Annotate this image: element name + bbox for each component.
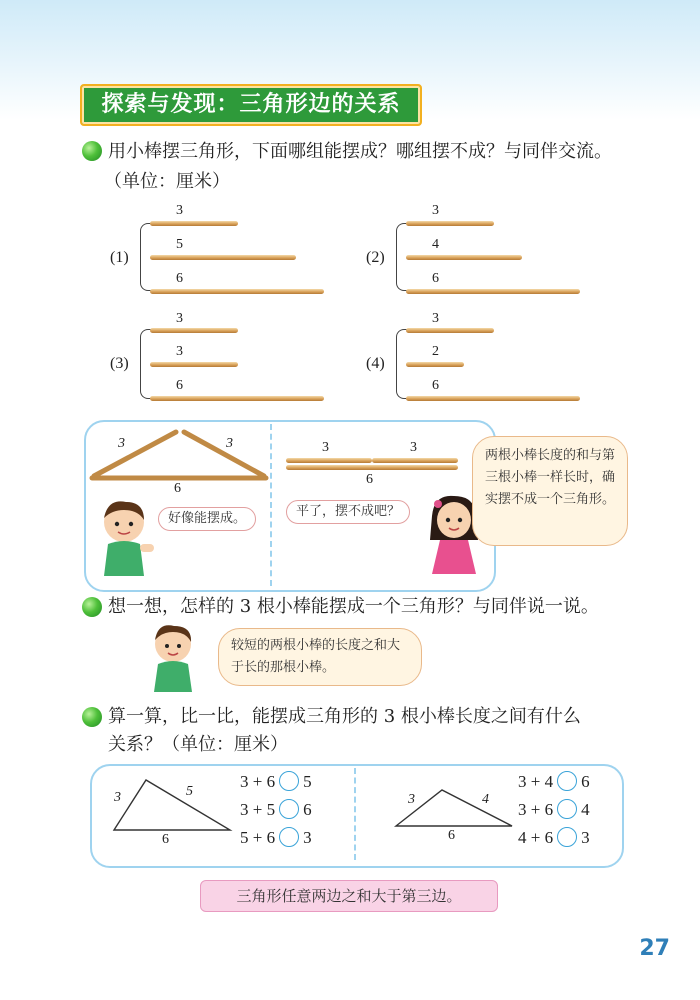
stick-length-label: 6 (366, 472, 373, 487)
boy-icon (146, 622, 200, 692)
stick (150, 255, 296, 260)
panel-divider (354, 768, 356, 860)
stick (406, 328, 494, 333)
equation-right: 5 (303, 772, 312, 791)
boy-icon (94, 498, 156, 578)
stick (406, 362, 464, 367)
stick (406, 255, 522, 260)
conclusion-box: 三角形任意两边之和大于第三边。 (200, 880, 498, 912)
stick-length-label: 3 (432, 311, 439, 326)
stick-length-label: 6 (432, 378, 439, 393)
stick-length-label: 3 (176, 344, 183, 359)
green-bullet-icon (82, 707, 102, 727)
stick (150, 328, 238, 333)
side-length-label: 5 (186, 784, 193, 799)
equation-row (240, 796, 312, 824)
stick-length-label: 6 (432, 271, 439, 286)
equation-row (240, 768, 312, 796)
equation-left: 4 + 6 (518, 828, 554, 847)
equation-row (518, 768, 590, 796)
stick (150, 362, 238, 367)
equation-right: 3 (581, 828, 590, 847)
stick-length-label: 6 (174, 481, 181, 496)
green-bullet-icon (82, 597, 102, 617)
stick (286, 458, 372, 463)
stick (406, 289, 580, 294)
stick-length-label: 3 (118, 436, 125, 451)
stick-length-label: 3 (226, 436, 233, 451)
equation-right: 6 (581, 772, 590, 791)
compare-circle-input[interactable] (279, 827, 299, 847)
question-1-unit: （单位：厘米） (104, 171, 230, 192)
flat-triangle-sticks (88, 428, 270, 488)
compare-circle-input[interactable] (279, 771, 299, 791)
equation-left: 5 + 6 (240, 828, 276, 847)
triangle-diagram (110, 776, 234, 834)
stick (406, 396, 580, 401)
green-bullet-icon (82, 141, 102, 161)
question-3-text-line1: 算一算，比一比，能摆成三角形的 3 根小棒长度之间有什么 (108, 706, 581, 727)
group-label: (4) (366, 355, 385, 372)
boy-thought-bubble (218, 628, 422, 686)
question-3-text-line2: 关系？（单位：厘米） (108, 734, 288, 755)
side-length-label: 4 (482, 792, 489, 807)
side-length-label: 6 (162, 832, 169, 847)
stick (150, 221, 238, 226)
page-number: 27 (639, 936, 670, 961)
side-length-label: 3 (114, 790, 121, 805)
stick-length-label: 6 (176, 271, 183, 286)
stick (406, 221, 494, 226)
equation-right: 3 (303, 828, 312, 847)
compare-circle-input[interactable] (279, 799, 299, 819)
equation-right: 4 (581, 800, 590, 819)
group-label: (3) (110, 355, 129, 372)
stick-length-label: 2 (432, 344, 439, 359)
equation-left: 3 + 6 (518, 800, 554, 819)
side-length-label: 3 (408, 792, 415, 807)
question-1-text: 用小棒摆三角形，下面哪组能摆成？哪组摆不成？与同伴交流。 (108, 141, 612, 162)
boy-speech-bubble: 好像能摆成。 (158, 507, 256, 531)
equation-left: 3 + 5 (240, 800, 276, 819)
stick-length-label: 5 (176, 237, 183, 252)
stick-length-label: 4 (432, 237, 439, 252)
stick (150, 289, 324, 294)
compare-circle-input[interactable] (557, 771, 577, 791)
group-label: (2) (366, 249, 385, 266)
stick-length-label: 3 (176, 203, 183, 218)
side-length-label: 6 (448, 828, 455, 843)
question-2-text: 想一想，怎样的 3 根小棒能摆成一个三角形？与同伴说一说。 (108, 596, 599, 617)
equation-row (518, 796, 590, 824)
equation-left: 3 + 4 (518, 772, 554, 791)
boy-thought-text: 较短的两根小棒的长度之和大于长的那根小棒。 (231, 638, 401, 675)
compare-circle-input[interactable] (557, 799, 577, 819)
compare-circle-input[interactable] (557, 827, 577, 847)
equation-right: 6 (303, 800, 312, 819)
girl-speech-bubble: 平了，摆不成吧？ (286, 500, 410, 524)
stick-length-label: 6 (176, 378, 183, 393)
stick (372, 458, 458, 463)
group-label: (1) (110, 249, 129, 266)
stick-length-label: 3 (176, 311, 183, 326)
stick (150, 396, 324, 401)
stick (286, 465, 458, 470)
girl-thought-bubble (472, 436, 628, 546)
stick-length-label: 3 (432, 203, 439, 218)
stick-length-label: 3 (410, 440, 417, 455)
equation-row (240, 824, 312, 852)
panel-divider (270, 424, 272, 586)
equation-left: 3 + 6 (240, 772, 276, 791)
equation-row (518, 824, 590, 852)
girl-thought-text: 两根小棒长度的和与第三根小棒一样长时，确实摆不成一个三角形。 (485, 448, 616, 507)
section-title: 探索与发现：三角形边的关系 (80, 84, 422, 126)
stick-length-label: 3 (322, 440, 329, 455)
